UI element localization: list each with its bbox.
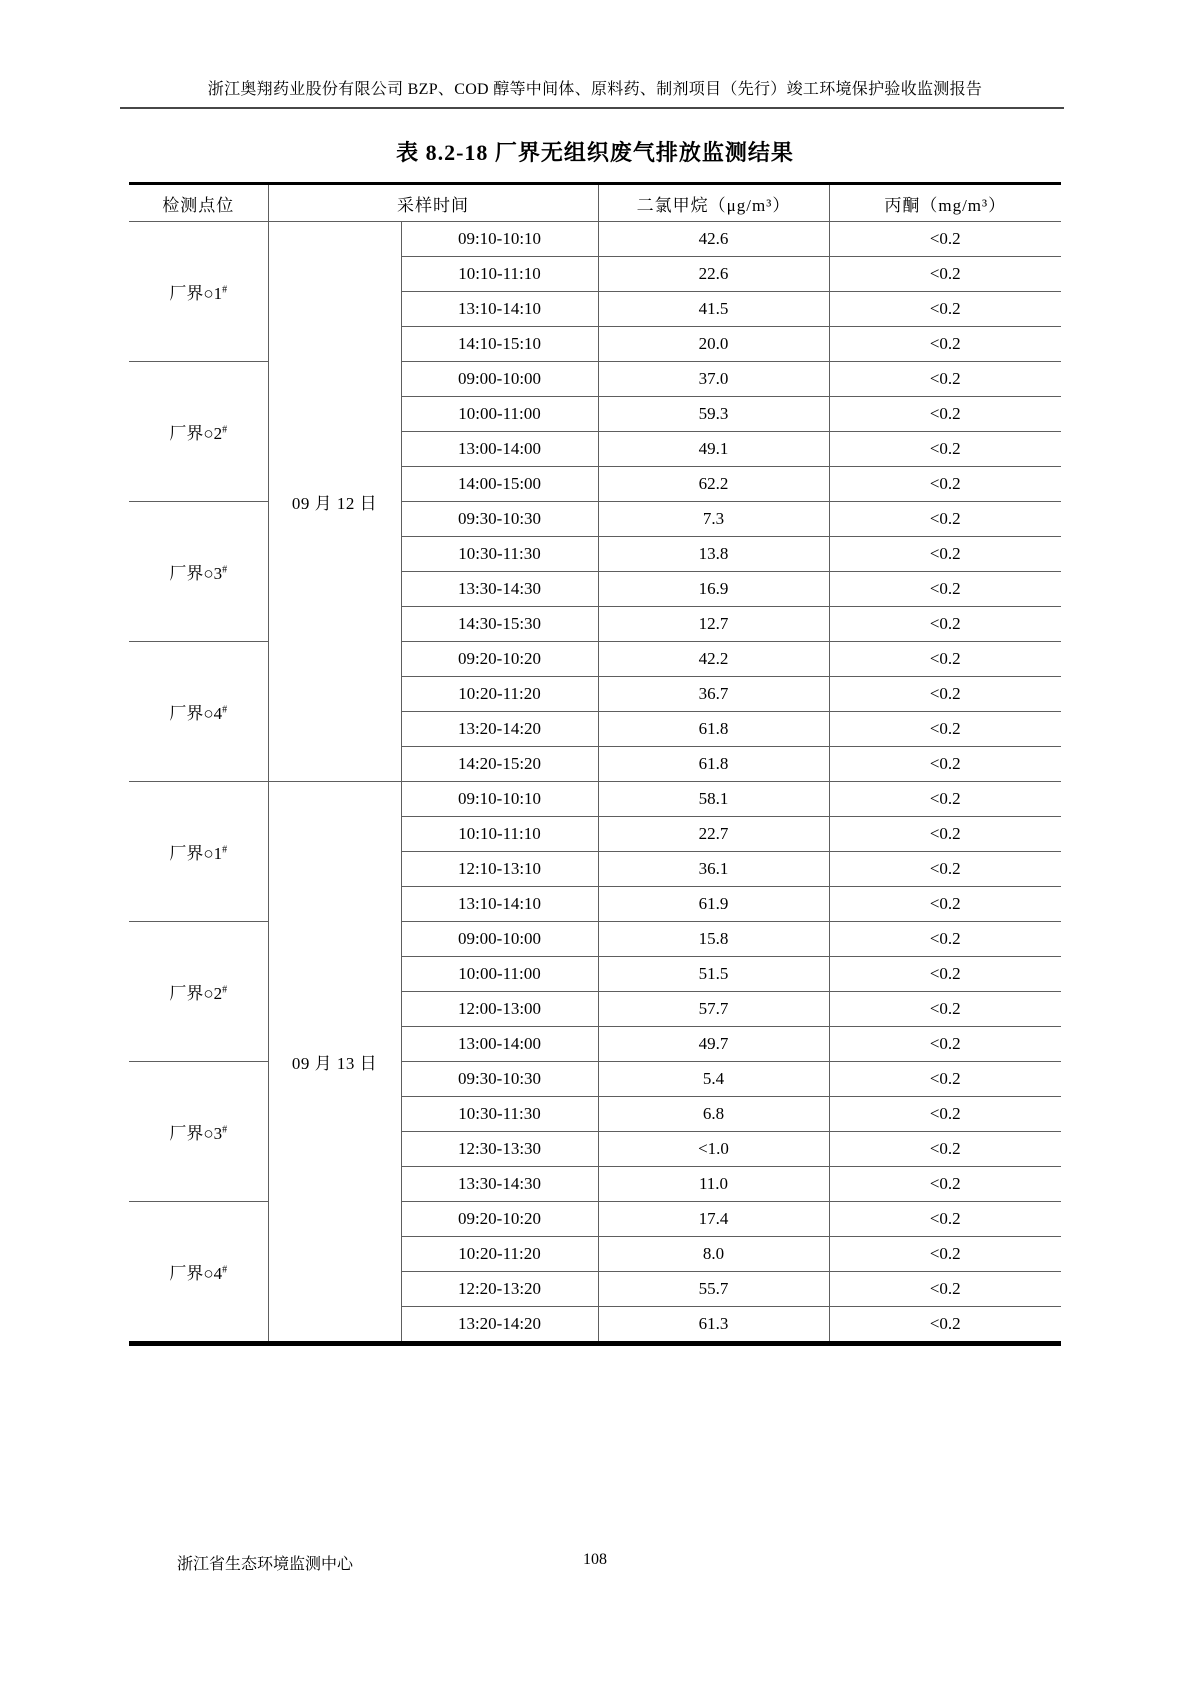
acetone-value-cell: <0.2 — [829, 782, 1061, 817]
time-cell: 12:20-13:20 — [401, 1272, 598, 1307]
acetone-value-cell: <0.2 — [829, 537, 1061, 572]
time-cell: 13:20-14:20 — [401, 712, 598, 747]
point-cell — [129, 502, 268, 642]
dcm-value-cell: 12.7 — [598, 607, 829, 642]
dcm-value-cell: 8.0 — [598, 1237, 829, 1272]
dcm-value-cell: 51.5 — [598, 957, 829, 992]
point-superscript: # — [222, 704, 228, 716]
acetone-value-cell: <0.2 — [829, 922, 1061, 957]
time-cell: 09:10-10:10 — [401, 222, 598, 257]
acetone-value-cell: <0.2 — [829, 502, 1061, 537]
dcm-value-cell: 61.9 — [598, 887, 829, 922]
acetone-value-cell: <0.2 — [829, 327, 1061, 362]
point-superscript: # — [222, 844, 228, 856]
dcm-value-cell: 62.2 — [598, 467, 829, 502]
point-label: 厂界○2 — [169, 424, 223, 443]
dcm-value-cell: 6.8 — [598, 1097, 829, 1132]
table-title: 表 8.2-18 厂界无组织废气排放监测结果 — [396, 140, 794, 165]
dcm-value-cell: 22.6 — [598, 257, 829, 292]
dcm-value-cell: 5.4 — [598, 1062, 829, 1097]
acetone-value-cell: <0.2 — [829, 642, 1061, 677]
dcm-value-cell: 58.1 — [598, 782, 829, 817]
dcm-value-cell: 16.9 — [598, 572, 829, 607]
date-cell: 09 月 12 日 — [268, 222, 401, 782]
point-label: 厂界○1 — [169, 284, 223, 303]
acetone-value-cell: <0.2 — [829, 432, 1061, 467]
time-cell: 10:20-11:20 — [401, 1237, 598, 1272]
page-number: 108 — [583, 1551, 607, 1568]
acetone-value-cell: <0.2 — [829, 677, 1061, 712]
time-cell: 09:20-10:20 — [401, 1202, 598, 1237]
dcm-value-cell: 61.8 — [598, 712, 829, 747]
point-label: 厂界○2 — [169, 984, 223, 1003]
time-cell: 13:30-14:30 — [401, 1167, 598, 1202]
point-cell — [129, 222, 268, 362]
time-cell: 13:10-14:10 — [401, 887, 598, 922]
time-cell: 10:00-11:00 — [401, 957, 598, 992]
footer-organization: 浙江省生态环境监测中心 — [177, 1556, 354, 1573]
point-superscript: # — [222, 564, 228, 576]
acetone-value-cell: <0.2 — [829, 852, 1061, 887]
acetone-value-cell: <0.2 — [829, 1237, 1061, 1272]
acetone-value-cell: <0.2 — [829, 362, 1061, 397]
time-cell: 09:30-10:30 — [401, 1062, 598, 1097]
time-cell: 13:10-14:10 — [401, 292, 598, 327]
dcm-value-cell: 42.2 — [598, 642, 829, 677]
time-cell: 09:00-10:00 — [401, 362, 598, 397]
time-cell: 12:00-13:00 — [401, 992, 598, 1027]
dcm-value-cell: 17.4 — [598, 1202, 829, 1237]
dcm-value-cell: 42.6 — [598, 222, 829, 257]
time-cell: 09:10-10:10 — [401, 782, 598, 817]
acetone-value-cell: <0.2 — [829, 747, 1061, 782]
running-head: 浙江奥翔药业股份有限公司 BZP、COD 醇等中间体、原料药、制剂项目（先行）竣工环境保护验收监测报告 — [207, 81, 983, 98]
time-cell: 13:30-14:30 — [401, 572, 598, 607]
point-cell — [129, 362, 268, 502]
col-header-time: 采样时间 — [268, 184, 598, 222]
time-cell: 13:00-14:00 — [401, 432, 598, 467]
acetone-value-cell: <0.2 — [829, 887, 1061, 922]
time-cell: 10:30-11:30 — [401, 1097, 598, 1132]
time-cell: 10:10-11:10 — [401, 817, 598, 852]
acetone-value-cell: <0.2 — [829, 257, 1061, 292]
col-header-dcm: 二氯甲烷（μg/m³） — [598, 184, 829, 222]
dcm-value-cell: 59.3 — [598, 397, 829, 432]
dcm-value-cell: 49.7 — [598, 1027, 829, 1062]
table-row — [129, 782, 1061, 817]
dcm-value-cell: 36.7 — [598, 677, 829, 712]
time-cell: 13:00-14:00 — [401, 1027, 598, 1062]
acetone-value-cell: <0.2 — [829, 1167, 1061, 1202]
col-header-acetone: 丙酮（mg/m³） — [829, 184, 1061, 222]
header-rule — [120, 107, 1064, 109]
acetone-value-cell: <0.2 — [829, 992, 1061, 1027]
dcm-value-cell: 13.8 — [598, 537, 829, 572]
point-label: 厂界○4 — [169, 1264, 223, 1283]
point-cell — [129, 782, 268, 922]
point-superscript: # — [222, 984, 228, 996]
acetone-value-cell: <0.2 — [829, 292, 1061, 327]
acetone-value-cell: <0.2 — [829, 397, 1061, 432]
dcm-value-cell: 61.8 — [598, 747, 829, 782]
time-cell: 10:30-11:30 — [401, 537, 598, 572]
monitoring-results-table — [129, 182, 1061, 1346]
dcm-value-cell: 49.1 — [598, 432, 829, 467]
col-header-point: 检测点位 — [129, 184, 268, 222]
time-cell: 12:30-13:30 — [401, 1132, 598, 1167]
point-superscript: # — [222, 1264, 228, 1276]
dcm-value-cell: 22.7 — [598, 817, 829, 852]
acetone-value-cell: <0.2 — [829, 1202, 1061, 1237]
dcm-value-cell: 20.0 — [598, 327, 829, 362]
dcm-value-cell: <1.0 — [598, 1132, 829, 1167]
point-superscript: # — [222, 424, 228, 436]
time-cell: 14:30-15:30 — [401, 607, 598, 642]
time-cell: 13:20-14:20 — [401, 1307, 598, 1344]
time-cell: 10:00-11:00 — [401, 397, 598, 432]
acetone-value-cell: <0.2 — [829, 467, 1061, 502]
table-row — [129, 222, 1061, 257]
acetone-value-cell: <0.2 — [829, 222, 1061, 257]
acetone-value-cell: <0.2 — [829, 957, 1061, 992]
dcm-value-cell: 11.0 — [598, 1167, 829, 1202]
point-cell — [129, 1062, 268, 1202]
dcm-value-cell: 41.5 — [598, 292, 829, 327]
point-label: 厂界○3 — [169, 564, 223, 583]
point-cell — [129, 1202, 268, 1344]
acetone-value-cell: <0.2 — [829, 1027, 1061, 1062]
dcm-value-cell: 15.8 — [598, 922, 829, 957]
point-label: 厂界○4 — [169, 704, 223, 723]
date-cell: 09 月 13 日 — [268, 782, 401, 1344]
table-header-row — [129, 184, 1061, 222]
acetone-value-cell: <0.2 — [829, 1307, 1061, 1344]
acetone-value-cell: <0.2 — [829, 1097, 1061, 1132]
dcm-value-cell: 55.7 — [598, 1272, 829, 1307]
time-cell: 09:00-10:00 — [401, 922, 598, 957]
acetone-value-cell: <0.2 — [829, 1132, 1061, 1167]
acetone-value-cell: <0.2 — [829, 1272, 1061, 1307]
dcm-value-cell: 36.1 — [598, 852, 829, 887]
acetone-value-cell: <0.2 — [829, 817, 1061, 852]
point-superscript: # — [222, 284, 228, 296]
time-cell: 12:10-13:10 — [401, 852, 598, 887]
dcm-value-cell: 61.3 — [598, 1307, 829, 1344]
time-cell: 09:20-10:20 — [401, 642, 598, 677]
dcm-value-cell: 7.3 — [598, 502, 829, 537]
point-label: 厂界○1 — [169, 844, 223, 863]
time-cell: 14:10-15:10 — [401, 327, 598, 362]
page-footer — [0, 1551, 1190, 1573]
time-cell: 14:20-15:20 — [401, 747, 598, 782]
point-superscript: # — [222, 1124, 228, 1136]
time-cell: 14:00-15:00 — [401, 467, 598, 502]
time-cell: 09:30-10:30 — [401, 502, 598, 537]
acetone-value-cell: <0.2 — [829, 572, 1061, 607]
acetone-value-cell: <0.2 — [829, 712, 1061, 747]
point-cell — [129, 642, 268, 782]
point-label: 厂界○3 — [169, 1124, 223, 1143]
time-cell: 10:10-11:10 — [401, 257, 598, 292]
acetone-value-cell: <0.2 — [829, 607, 1061, 642]
dcm-value-cell: 57.7 — [598, 992, 829, 1027]
dcm-value-cell: 37.0 — [598, 362, 829, 397]
time-cell: 10:20-11:20 — [401, 677, 598, 712]
acetone-value-cell: <0.2 — [829, 1062, 1061, 1097]
point-cell — [129, 922, 268, 1062]
